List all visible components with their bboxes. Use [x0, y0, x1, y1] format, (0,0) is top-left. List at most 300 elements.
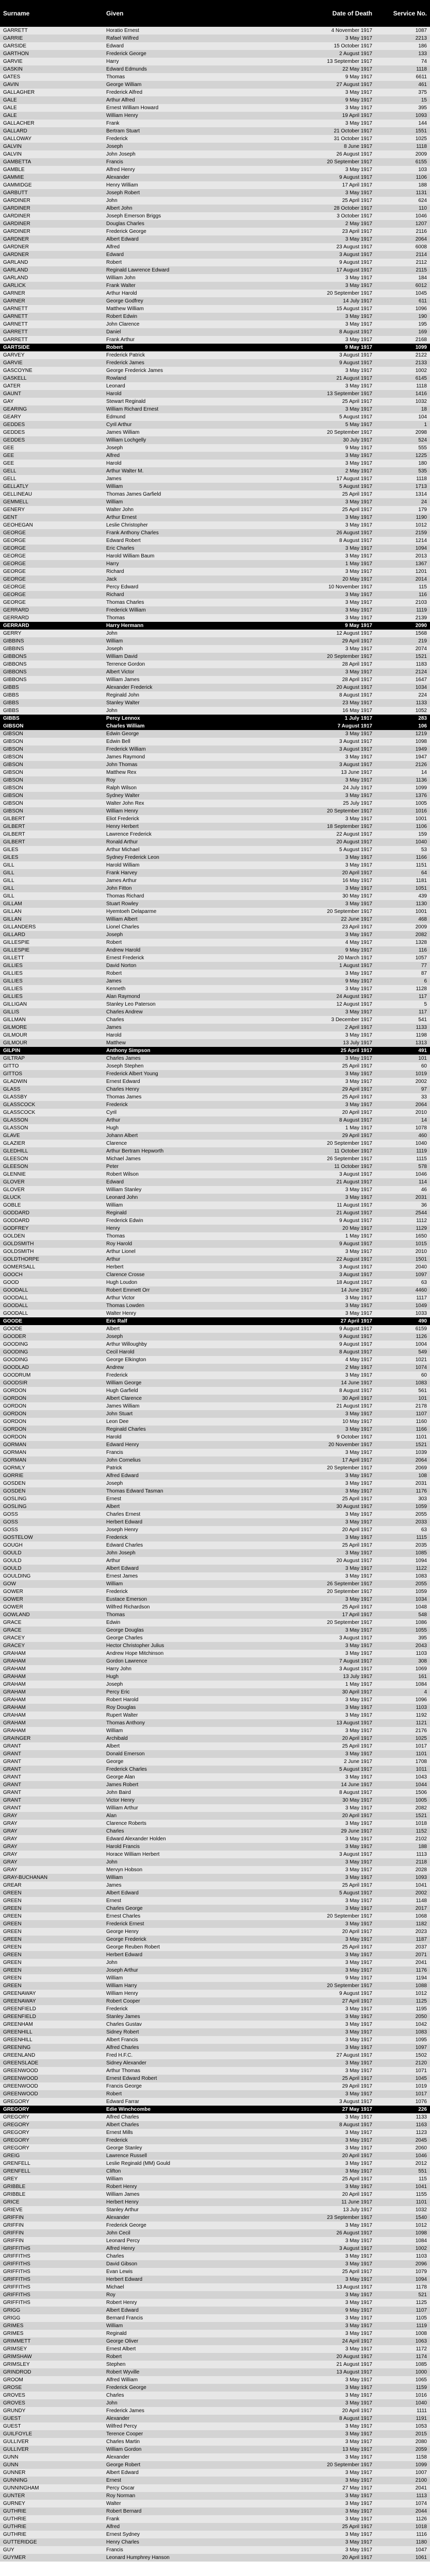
table-row — [0, 2353, 430, 2361]
table-row — [0, 336, 430, 344]
table-row — [0, 328, 430, 336]
service-number-cell: 1052 — [375, 707, 430, 715]
date-cell: 2 May 1917 — [258, 467, 375, 475]
date-cell: 3 May 1917 — [258, 2276, 375, 2283]
table-row — [0, 1897, 430, 1905]
given-cell: Percy Oscar — [103, 2484, 258, 2492]
date-cell: 3 May 1917 — [258, 1070, 375, 1078]
given-cell: Alfred Charles — [103, 2044, 258, 2052]
date-cell: 9 May 1917 — [258, 1974, 375, 1982]
surname-cell: GOULD — [0, 1549, 103, 1557]
service-number-cell: 1416 — [375, 390, 430, 398]
table-row — [0, 2345, 430, 2353]
surname-cell: GRIFFIN — [0, 2214, 103, 2222]
table-row — [0, 429, 430, 436]
date-cell: 9 May 1917 — [258, 2307, 375, 2314]
date-cell: 8 August 1917 — [258, 1116, 375, 1124]
date-cell: 3 May 1917 — [258, 2392, 375, 2399]
table-row — [0, 2021, 430, 2028]
date-cell: 25 April 1917 — [258, 1047, 375, 1055]
surname-cell: GAMMIE — [0, 174, 103, 181]
service-number-cell: 2126 — [375, 761, 430, 769]
service-number-cell: 6012 — [375, 282, 430, 290]
table-row — [0, 212, 430, 220]
surname-cell: GRIMSHAW — [0, 2353, 103, 2361]
given-cell: Alfred Charles — [103, 2113, 258, 2121]
surname-cell: GAMMIDGE — [0, 181, 103, 189]
service-number-cell: 2010 — [375, 1109, 430, 1116]
given-cell: Charles James — [103, 1055, 258, 1062]
given-cell: Thomas Anthony — [103, 1719, 258, 1727]
service-number-cell: 4 — [375, 1688, 430, 1696]
surname-cell: GOWER — [0, 1596, 103, 1603]
given-cell: Arthur Walter M. — [103, 467, 258, 475]
given-cell: Robert — [103, 344, 258, 351]
service-number-cell: 1111 — [375, 2407, 430, 2415]
given-cell: Evan Lewis — [103, 2268, 258, 2276]
date-cell: 8 August 1917 — [258, 1387, 375, 1395]
table-row — [0, 800, 430, 807]
service-number-cell: 1033 — [375, 1310, 430, 1317]
date-cell: 11 June 1917 — [258, 2198, 375, 2206]
given-cell: Thomas Edward Tasman — [103, 1487, 258, 1495]
given-cell: Albert Edward — [103, 2307, 258, 2314]
given-cell: Mervyn Hobson — [103, 1866, 258, 1874]
date-cell: 21 August 1917 — [258, 1402, 375, 1410]
table-row — [0, 1928, 430, 1936]
given-cell: Harold Francis — [103, 1843, 258, 1851]
table-row — [0, 2144, 430, 2152]
surname-cell: GENT — [0, 514, 103, 521]
service-number-cell: 2055 — [375, 1580, 430, 1588]
date-column-header: Date of Death — [258, 0, 375, 27]
surname-cell: GILLETT — [0, 954, 103, 962]
service-number-cell: 2103 — [375, 599, 430, 606]
given-cell: Alexander — [103, 174, 258, 181]
surname-cell: GEORGE — [0, 537, 103, 545]
table-row — [0, 1047, 430, 1055]
given-cell: Frank Anthony Charles — [103, 529, 258, 537]
table-row — [0, 2276, 430, 2283]
date-cell: 9 May 1917 — [258, 946, 375, 954]
service-number-cell: 1148 — [375, 1897, 430, 1905]
table-row — [0, 467, 430, 475]
date-cell: 3 May 1917 — [258, 1371, 375, 1379]
table-row — [0, 1379, 430, 1387]
date-cell: 25 April 1917 — [258, 1541, 375, 1549]
surname-cell: GLASSON — [0, 1116, 103, 1124]
date-cell: 8 August 1917 — [258, 1789, 375, 1797]
given-cell: Albert Edward — [103, 1889, 258, 1897]
service-number-cell: 2544 — [375, 1209, 430, 1217]
service-number-cell: 2045 — [375, 2137, 430, 2144]
service-number-cell: 1367 — [375, 560, 430, 568]
date-cell: 3 May 1917 — [258, 35, 375, 42]
date-cell: 3 May 1917 — [258, 452, 375, 460]
given-cell: Arthur Thomas — [103, 2067, 258, 2075]
given-cell: Donald Emerson — [103, 1750, 258, 1758]
table-row — [0, 1456, 430, 1464]
table-row — [0, 2507, 430, 2515]
surname-cell: GULLIVER — [0, 2438, 103, 2446]
date-cell: 3 May 1917 — [258, 776, 375, 784]
service-number-cell: 2014 — [375, 575, 430, 583]
table-row — [0, 1688, 430, 1696]
table-row — [0, 235, 430, 243]
given-cell: William — [103, 2322, 258, 2330]
table-row — [0, 1209, 430, 1217]
given-cell: Percy Eric — [103, 1688, 258, 1696]
surname-cell: GRAY — [0, 1812, 103, 1820]
surname-cell: GEARING — [0, 405, 103, 413]
given-cell: Thomas — [103, 1232, 258, 1240]
service-number-cell: 2122 — [375, 351, 430, 359]
table-row — [0, 1557, 430, 1565]
surname-cell: GRIFFITHS — [0, 2245, 103, 2252]
service-number-cell: 1568 — [375, 630, 430, 637]
surname-cell: GALLACHER — [0, 120, 103, 127]
table-row — [0, 359, 430, 367]
date-cell: 3 May 1917 — [258, 104, 375, 112]
date-cell: 27 August 1917 — [258, 2052, 375, 2059]
service-number-cell: 1004 — [375, 1341, 430, 1348]
date-cell: 9 May 1917 — [258, 622, 375, 630]
table-row — [0, 1140, 430, 1147]
table-row — [0, 722, 430, 730]
table-row — [0, 27, 430, 35]
given-cell: Frederick — [103, 1371, 258, 1379]
date-cell: 3 May 1917 — [258, 1511, 375, 1518]
service-number-cell: 1118 — [375, 382, 430, 390]
surname-cell: GRIFFITHS — [0, 2299, 103, 2307]
date-cell: 3 May 1917 — [258, 568, 375, 575]
date-cell: 3 May 1917 — [258, 2005, 375, 2013]
date-cell: 3 May 1917 — [258, 1565, 375, 1572]
surname-cell: GARDNER — [0, 251, 103, 259]
given-cell: Edward — [103, 1178, 258, 1186]
date-cell: 25 April 1917 — [258, 1093, 375, 1101]
given-cell: Edwin Bell — [103, 738, 258, 745]
service-number-cell: 1057 — [375, 954, 430, 962]
given-cell: Ralph Wilson — [103, 784, 258, 792]
given-cell: Patrick — [103, 1464, 258, 1472]
date-cell: 13 May 1917 — [258, 2446, 375, 2453]
date-cell: 3 May 1917 — [258, 521, 375, 529]
given-cell: Roy — [103, 776, 258, 784]
date-cell: 9 May 1917 — [258, 73, 375, 81]
given-cell: Frederick Alfred — [103, 89, 258, 96]
table-row — [0, 552, 430, 560]
service-number-cell: 2041 — [375, 2484, 430, 2492]
given-cell: Albert Edward — [103, 235, 258, 243]
date-cell: 25 April 1917 — [258, 490, 375, 498]
service-number-cell: 1155 — [375, 2191, 430, 2198]
given-cell: Robert Wyville — [103, 2368, 258, 2376]
surname-cell: GRAHAM — [0, 1681, 103, 1688]
service-number-cell: 14 — [375, 769, 430, 776]
table-row — [0, 823, 430, 831]
table-row — [0, 637, 430, 645]
service-number-cell: 1191 — [375, 2415, 430, 2422]
surname-cell: GRACEY — [0, 1642, 103, 1650]
date-cell: 20 April 1917 — [258, 1812, 375, 1820]
service-number-cell: 1094 — [375, 545, 430, 552]
surname-cell: GRAHAM — [0, 1696, 103, 1704]
service-number-cell: 188 — [375, 181, 430, 189]
table-row — [0, 1634, 430, 1642]
table-row — [0, 831, 430, 838]
service-number-cell: 1181 — [375, 877, 430, 885]
date-cell: 3 May 1917 — [258, 2515, 375, 2523]
surname-cell: GILLESPIE — [0, 946, 103, 954]
table-row — [0, 2492, 430, 2500]
table-row — [0, 1959, 430, 1967]
given-cell: Frederick — [103, 1534, 258, 1541]
given-cell: Walter — [103, 2500, 258, 2507]
given-cell: George Alan — [103, 1773, 258, 1781]
date-cell: 3 May 1917 — [258, 1031, 375, 1039]
given-cell: Arthur — [103, 1557, 258, 1565]
date-cell: 3 August 1917 — [258, 1665, 375, 1673]
surname-cell: GATER — [0, 382, 103, 390]
given-cell: Frederick — [103, 1101, 258, 1109]
given-cell: Peter — [103, 1163, 258, 1171]
table-row — [0, 838, 430, 846]
date-cell: 21 October 1917 — [258, 127, 375, 135]
table-row — [0, 1588, 430, 1596]
given-cell: John Stuart — [103, 1410, 258, 1418]
table-row — [0, 2314, 430, 2322]
given-cell: Joseph — [103, 1480, 258, 1487]
surname-cell: GARRIE — [0, 35, 103, 42]
service-number-cell: 555 — [375, 444, 430, 452]
given-cell: William — [103, 2175, 258, 2183]
date-cell: 28 October 1917 — [258, 205, 375, 212]
service-number-cell: 2012 — [375, 2160, 430, 2167]
surname-cell: GLEESON — [0, 1163, 103, 1171]
service-number-cell: 1192 — [375, 1711, 430, 1719]
table-row — [0, 1008, 430, 1016]
table-row — [0, 2152, 430, 2160]
date-cell: 20 April 1917 — [258, 1109, 375, 1116]
date-cell: 3 May 1917 — [258, 1804, 375, 1812]
given-cell: William Richard Ernest — [103, 405, 258, 413]
surname-cell: GAY — [0, 398, 103, 405]
service-number-cell: 1176 — [375, 1967, 430, 1974]
service-number-cell: 1650 — [375, 1232, 430, 1240]
surname-cell: GUY — [0, 2546, 103, 2554]
service-number-cell: 1207 — [375, 220, 430, 228]
table-row — [0, 1905, 430, 1912]
table-row — [0, 150, 430, 158]
service-number-cell: 1063 — [375, 2337, 430, 2345]
date-cell: 20 September 1917 — [258, 429, 375, 436]
date-cell: 3 May 1917 — [258, 1959, 375, 1967]
given-cell: Matthew — [103, 1039, 258, 1047]
table-row — [0, 50, 430, 58]
date-cell: 9 May 1917 — [258, 444, 375, 452]
service-number-cell: 1126 — [375, 2515, 430, 2523]
surname-cell: GOODALL — [0, 1294, 103, 1302]
service-number-cell: 2080 — [375, 2438, 430, 2446]
date-cell: 27 May 1917 — [258, 2484, 375, 2492]
table-row — [0, 1155, 430, 1163]
surname-cell: GRAINGER — [0, 1735, 103, 1742]
surname-cell: GOODER — [0, 1333, 103, 1341]
service-number-cell: 2114 — [375, 251, 430, 259]
date-cell: 3 August 1917 — [258, 1851, 375, 1858]
given-cell: Ernest Edward Robert — [103, 2075, 258, 2082]
given-cell: James — [103, 977, 258, 985]
service-number-cell: 2082 — [375, 1804, 430, 1812]
table-row — [0, 599, 430, 606]
date-cell: 17 April 1917 — [258, 181, 375, 189]
table-row — [0, 1441, 430, 1449]
date-cell: 20 April 1917 — [258, 2191, 375, 2198]
service-number-cell: 541 — [375, 1016, 430, 1024]
date-cell: 3 May 1917 — [258, 1055, 375, 1062]
surname-cell: GEE — [0, 452, 103, 460]
given-cell: Stanley Leo Paterson — [103, 1001, 258, 1008]
surname-cell: GARSIDE — [0, 42, 103, 50]
given-cell: Daniel — [103, 328, 258, 336]
surname-cell: GOODALL — [0, 1302, 103, 1310]
given-cell: Frederick George — [103, 228, 258, 235]
table-row — [0, 606, 430, 614]
given-cell: Arthur Harold — [103, 290, 258, 297]
surname-cell: GLUCK — [0, 1194, 103, 1201]
date-cell: 28 April 1917 — [258, 676, 375, 684]
service-number-cell: 1008 — [375, 2330, 430, 2337]
surname-cell: GEOHEGAN — [0, 521, 103, 529]
date-cell: 3 May 1917 — [258, 2376, 375, 2384]
table-row — [0, 715, 430, 722]
service-number-cell: 1085 — [375, 1549, 430, 1557]
table-row — [0, 745, 430, 753]
date-cell: 24 August 1917 — [258, 993, 375, 1001]
service-number-cell: 18 — [375, 405, 430, 413]
table-row — [0, 2191, 430, 2198]
date-cell: 1 May 1917 — [258, 1124, 375, 1132]
surname-cell: GELL — [0, 475, 103, 483]
service-number-cell: 1103 — [375, 2252, 430, 2260]
date-cell: 29 April 1917 — [258, 1132, 375, 1140]
table-row — [0, 405, 430, 413]
table-row — [0, 1851, 430, 1858]
date-cell: 21 August 1917 — [258, 1209, 375, 1217]
table-row — [0, 1101, 430, 1109]
service-number-cell: 1059 — [375, 1588, 430, 1596]
service-number-cell: 1019 — [375, 2082, 430, 2090]
surname-cell: GALLARD — [0, 127, 103, 135]
surname-cell: GODFREY — [0, 1225, 103, 1232]
surname-cell: GREENWOOD — [0, 2067, 103, 2075]
service-number-cell: 1947 — [375, 753, 430, 761]
table-row — [0, 2183, 430, 2191]
date-cell: 30 April 1917 — [258, 1395, 375, 1402]
service-number-cell: 1128 — [375, 985, 430, 993]
table-row — [0, 908, 430, 916]
given-cell: Herbert Edward — [103, 1518, 258, 1526]
date-cell: 5 May 1917 — [258, 421, 375, 429]
date-cell: 3 May 1917 — [258, 2090, 375, 2098]
surname-cell: GIBSON — [0, 753, 103, 761]
date-cell: 8 August 1917 — [258, 537, 375, 545]
service-number-cell: 490 — [375, 1317, 430, 1325]
date-cell: 29 April 1917 — [258, 1086, 375, 1093]
service-number-cell: 1019 — [375, 1070, 430, 1078]
service-number-cell: 624 — [375, 197, 430, 205]
table-row — [0, 939, 430, 946]
service-number-cell: 1093 — [375, 112, 430, 120]
given-cell: Sidney Alexander — [103, 2059, 258, 2067]
given-cell: Charles Henry — [103, 1086, 258, 1093]
service-number-cell: 110 — [375, 205, 430, 212]
given-cell: William — [103, 637, 258, 645]
service-number-cell: 1097 — [375, 1271, 430, 1279]
table-row — [0, 1827, 430, 1835]
date-cell: 8 August 1917 — [258, 2121, 375, 2129]
table-row — [0, 2129, 430, 2137]
date-cell: 4 November 1917 — [258, 27, 375, 35]
table-row — [0, 2237, 430, 2245]
date-cell: 3 May 1917 — [258, 985, 375, 993]
given-cell: Albert — [103, 1742, 258, 1750]
table-row — [0, 1951, 430, 1959]
given-cell: John Cecil — [103, 2229, 258, 2237]
surname-cell: GEDDES — [0, 421, 103, 429]
service-number-cell: 1195 — [375, 2005, 430, 2013]
given-cell: David Norton — [103, 962, 258, 970]
service-number-cell: 1225 — [375, 452, 430, 460]
surname-cell: GILLIES — [0, 962, 103, 970]
date-cell: 21 August 1917 — [258, 1178, 375, 1186]
given-cell: William David — [103, 653, 258, 660]
given-cell: Cecil Harold — [103, 1348, 258, 1356]
table-row — [0, 2291, 430, 2299]
given-cell: Joseph — [103, 1681, 258, 1688]
date-cell: 3 May 1917 — [258, 2314, 375, 2322]
given-cell: Archibald — [103, 1735, 258, 1742]
surname-cell: GORMAN — [0, 1449, 103, 1456]
table-row — [0, 2175, 430, 2183]
date-cell: 3 May 1917 — [258, 885, 375, 892]
given-cell: Reginald — [103, 2330, 258, 2337]
service-number-cell: 1198 — [375, 1031, 430, 1039]
table-row — [0, 2399, 430, 2407]
date-cell: 3 May 1917 — [258, 1843, 375, 1851]
date-cell: 3 May 1917 — [258, 1874, 375, 1882]
surname-cell: GILBERT — [0, 831, 103, 838]
given-cell: William — [103, 1201, 258, 1209]
date-cell: 3 May 1917 — [258, 1248, 375, 1256]
date-cell: 9 August 1917 — [258, 1240, 375, 1248]
surname-cell: GUTHRIE — [0, 2523, 103, 2531]
table-row — [0, 35, 430, 42]
surname-cell: GARNETT — [0, 313, 103, 320]
date-cell: 22 August 1917 — [258, 831, 375, 838]
table-row — [0, 2422, 430, 2430]
surname-cell: GOWER — [0, 1603, 103, 1611]
given-cell: Alexander Frederick — [103, 684, 258, 691]
service-number-cell: 1194 — [375, 1974, 430, 1982]
service-number-cell: 1095 — [375, 2036, 430, 2044]
service-number-cell: 1160 — [375, 1418, 430, 1426]
service-number-cell: 144 — [375, 120, 430, 127]
date-cell: 12 August 1917 — [258, 1001, 375, 1008]
date-cell: 3 May 1917 — [258, 591, 375, 599]
given-cell: Ernest — [103, 2477, 258, 2484]
